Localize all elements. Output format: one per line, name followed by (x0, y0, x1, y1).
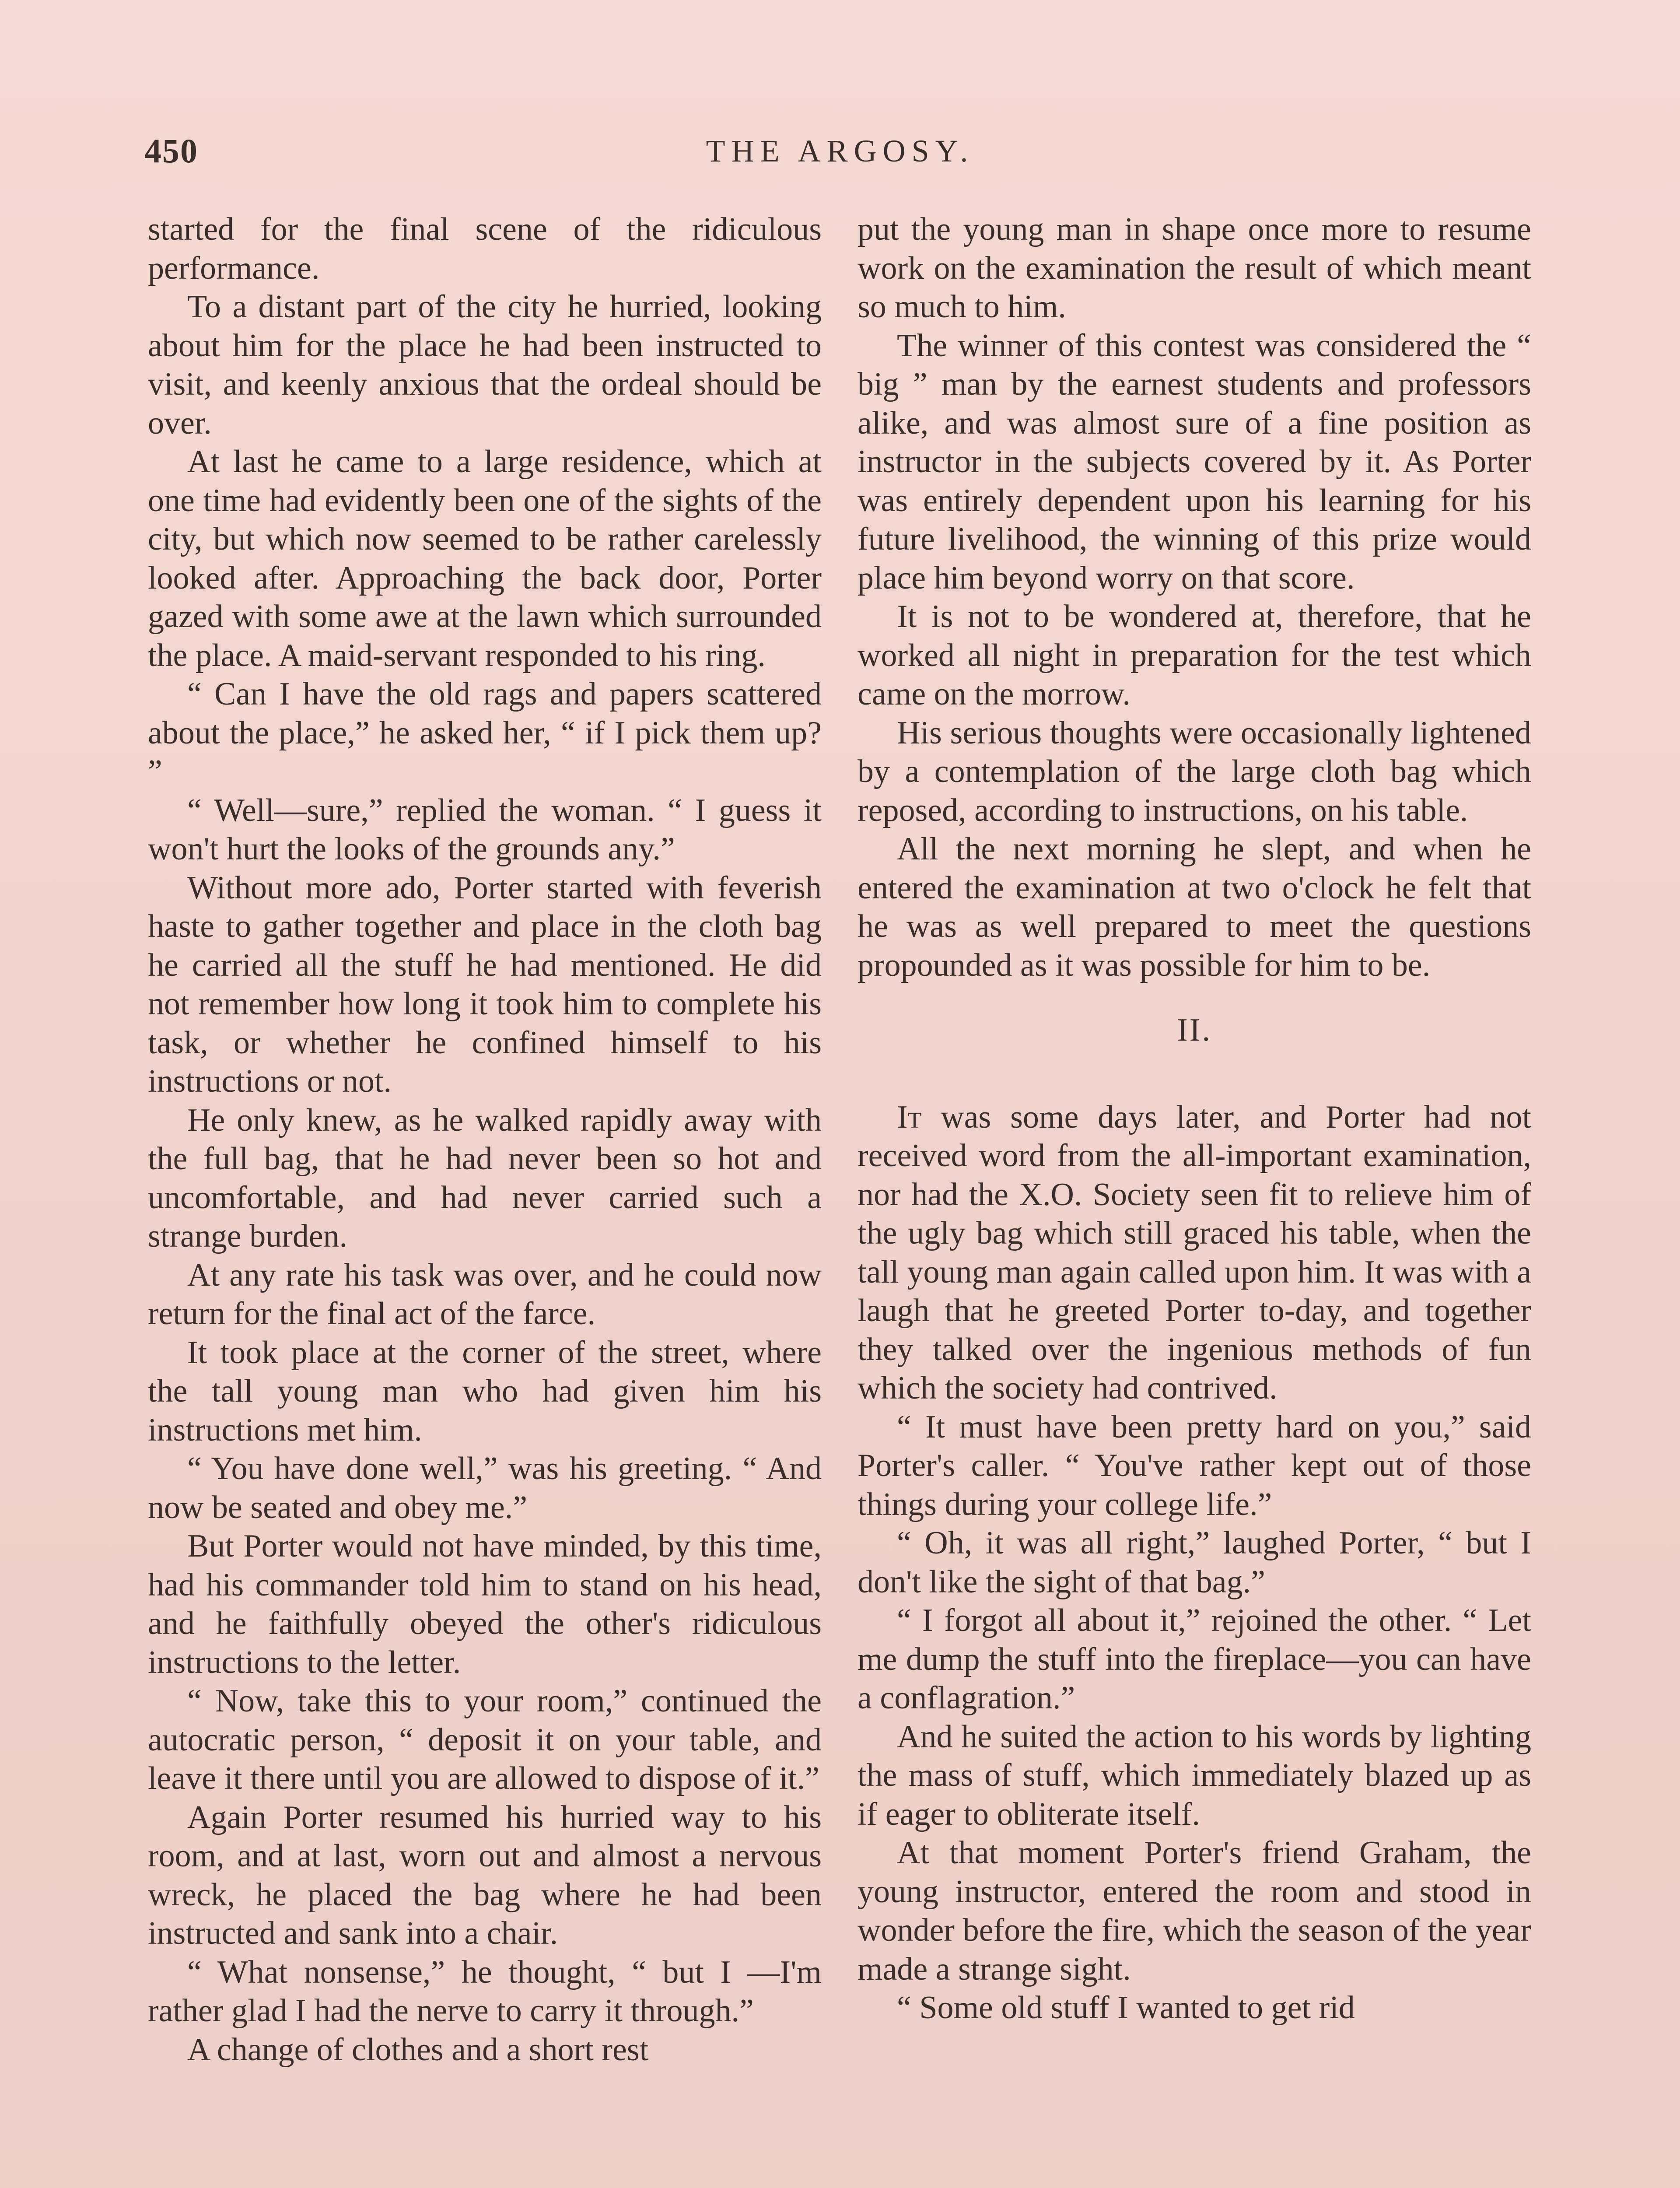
page-header (144, 131, 1536, 193)
right-column-part1 (858, 210, 1531, 985)
paragraph: “ It must have been pretty hard on you,” said Porter's caller. “ You've rather kept out of those things during your college life.” (858, 1409, 1531, 1522)
paragraph: “ What nonsense,” he thought, “ but I —I'm rather glad I had the nerve to carry it through.” (148, 1954, 822, 2029)
paragraph: Without more ado, Porter started with feverish haste to gather together and place in the cloth bag he carried all the stuff he had mentioned. He did not remember how long it took him to complete his task, or whether he confined himself to his instructions or not. (148, 870, 822, 1099)
section-heading: II. (1177, 1012, 1212, 1048)
lead-rest: was some days later, and Porter had not received word from the all-important examination, nor had the X.O. Society seen fit to relieve him of the ugly bag which still graced his table, when the tall young man again called upon him. It was with a laugh that he greeted Porter to-day, and together they talked over the ingenious methods of fun which the society had contrived. (858, 1099, 1531, 1406)
paragraph: At last he came to a large residence, which at one time had evidently been one of the sights of the city, but which now seemed to be rather carelessly looked after. Approaching the back door, Porter gazed with some awe at the lawn which surrounded the place. A maid-servant responded to his ring. (148, 444, 822, 673)
running-title: THE ARGOSY. (706, 133, 974, 168)
paragraph: It is not to be wondered at, therefore, that he worked all night in preparation for the test which came on the morrow. (858, 599, 1531, 712)
paragraph: At any rate his task was over, and he could now return for the final act of the farce. (148, 1257, 822, 1332)
paragraph: “ I forgot all about it,” rejoined the other. “ Let me dump the stuff into the fireplace—you can have a conflagration.” (858, 1602, 1531, 1716)
left-column (148, 210, 822, 2069)
paragraph: “ Well—sure,” replied the woman. “ I guess it won't hurt the looks of the grounds any.” (148, 792, 822, 867)
paragraph: His serious thoughts were occasionally lightened by a contemplation of the large cloth bag which reposed, according to instructions, on his table. (858, 715, 1531, 828)
paragraph: “ Now, take this to your room,” continued the autocratic person, “ deposit it on your table, and leave it there until you are allowed to dispose of it.” (148, 1683, 822, 1796)
section-lead-paragraph (858, 1098, 1531, 1408)
paragraph: It took place at the corner of the street, where the tall young man who had given him his instructions met him. (148, 1334, 822, 1448)
paragraph: “ Oh, it was all right,” laughed Porter, “ but I don't like the sight of that bag.” (858, 1525, 1531, 1600)
paragraph: put the young man in shape once more to resume work on the examination the result of which meant so much to him. (858, 211, 1531, 325)
paragraph: At that moment Porter's friend Graham, the young instructor, entered the room and stood in wonder before the fire, which the season of the year made a strange sight. (858, 1835, 1531, 1987)
paragraph: All the next morning he slept, and when he entered the examination at two o'clock he felt that he was as well prepared to meet the questions propounded as it was possible for him to be. (858, 831, 1531, 983)
paragraph: To a distant part of the city he hurried, looking about him for the place he had been instructed to visit, and keenly anxious that the ordeal should be over. (148, 289, 822, 441)
right-column-part2 (858, 1408, 1531, 2027)
paragraph: A change of clothes and a short rest (187, 2031, 649, 2068)
right-column (858, 210, 1531, 2027)
paragraph: “ You have done well,” was his greeting. “ And now be seated and obey me.” (148, 1451, 822, 1525)
paragraph: The winner of this contest was considered the “ big ” man by the earnest students and professors alike, and was almost sure of a fine position as instructor in the subjects covered by it. As Porter was entirely dependent upon his learning for his future livelihood, the winning of this prize would place him beyond worry on that score. (858, 327, 1531, 596)
lead-word: It (897, 1099, 922, 1135)
paragraph: And he suited the action to his words by lighting the mass of stuff, which immediately blazed up as if eager to obliterate itself. (858, 1718, 1531, 1832)
paragraph: But Porter would not have minded, by this time, had his commander told him to stand on his head, and he faithfully obeyed the other's ridiculous instructions to the letter. (148, 1528, 822, 1680)
paragraph: He only knew, as he walked rapidly away with the full bag, that he had never been so hot and uncomfortable, and had never carried such a strange burden. (148, 1102, 822, 1254)
paragraph: Again Porter resumed his hurried way to his room, and at last, worn out and almost a nervous wreck, he placed the bag where he had been instructed and sank into a chair. (148, 1799, 822, 1951)
paragraph: “ Some old stuff I wanted to get rid (897, 1990, 1355, 2026)
page-number: 450 (144, 132, 198, 170)
paragraph: started for the final scene of the ridiculous performance. (148, 211, 822, 286)
paragraph: “ Can I have the old rags and papers scattered about the place,” he asked her, “ if I pick them up? ” (148, 676, 822, 789)
